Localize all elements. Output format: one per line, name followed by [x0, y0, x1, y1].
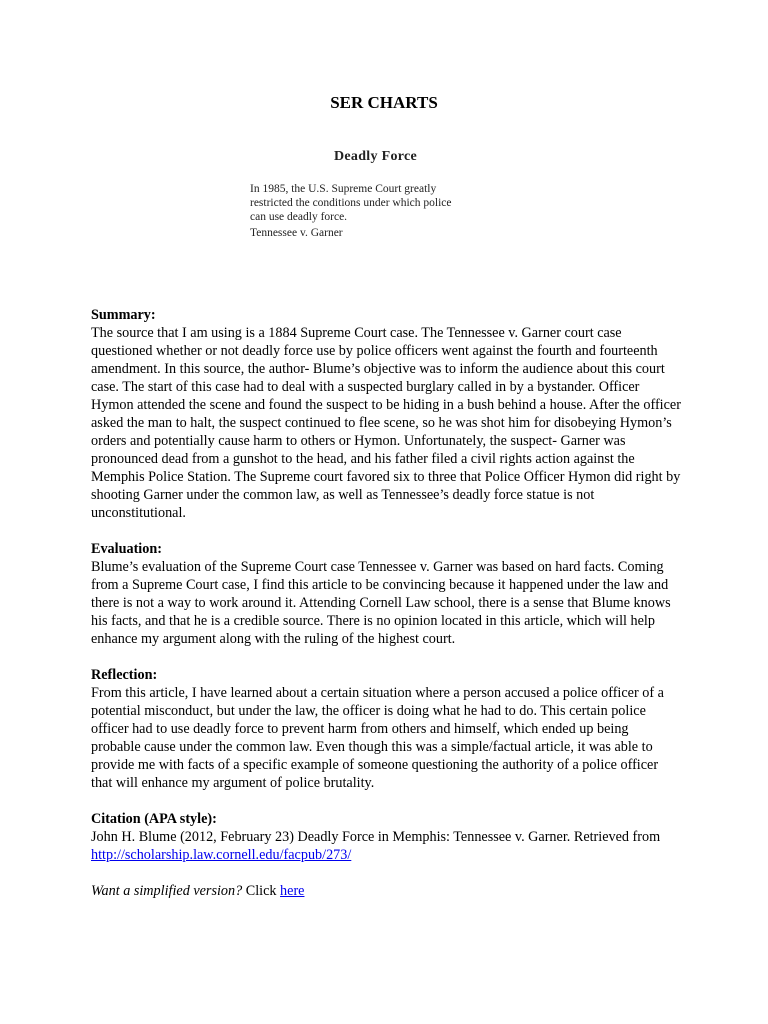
- page-title: SER CHARTS: [330, 93, 438, 112]
- image-heading: Deadly Force: [334, 149, 418, 164]
- document-body: [91, 306, 681, 900]
- summary-heading: Summary:: [91, 307, 156, 323]
- image-line: In 1985, the U.S. Supreme Court greatly: [250, 183, 437, 195]
- citation-heading: Citation (APA style):: [91, 811, 217, 827]
- image-line: can use deadly force.: [250, 211, 348, 223]
- deadly-force-image: [246, 146, 526, 246]
- citation-paragraph: [91, 828, 681, 864]
- image-line: restricted the conditions under which police: [250, 197, 452, 209]
- citation-link[interactable]: http://scholarship.law.cornell.edu/facpub/273/: [91, 847, 352, 863]
- evaluation-heading: Evaluation:: [91, 541, 162, 557]
- reflection-text: From this article, I have learned about a certain situation where a person accused a police officer of a potential misconduct, but under the law, the officer is doing what he had to do. This certain police officer had to use deadly force to prevent harm from others and himself, which ended up being probable cause under the common law. Even though this was a simple/factual article, it was able to provide me with facts of a specific example of someone questioning the authority of a police officer that will enhance my argument of police brutality.: [91, 685, 664, 791]
- evaluation-text: Blume’s evaluation of the Supreme Court case Tennessee v. Garner was based on hard facts. Coming from a Supreme Court case, I find this article to be convincing because it happened under the law and there is not a way to work around it. Attending Cornell Law school, there is a sense that Blume knows his facts, and that he is a credible source. There is no opinion located in this article, which will help enhance my argument along with the ruling of the highest court.: [91, 559, 671, 647]
- simplified-question: Want a simplified version?: [91, 883, 243, 899]
- click-text: Click: [242, 883, 281, 899]
- simplified-version-line: [91, 882, 681, 900]
- citation-text: John H. Blume (2012, February 23) Deadly Force in Memphis: Tennessee v. Garner. Retrieved from: [91, 829, 661, 845]
- summary-text: The source that I am using is a 1884 Supreme Court case. The Tennessee v. Garner court case questioned whether or not deadly force use by police officers went against the fourth and fourteenth amendment. In this source, the author- Blume’s objective was to inform the audience about this court case. The start of this case had to deal with a suspected burglary called in by a bystander. Officer Hymon attended the scene and found the suspect to be hiding in a bush behind a house. After the officer asked the man to halt, the suspect continued to flee scene, so he was shot him for disobeying Hymon’s orders and potentially cause harm to others or Hymon. Unfortunately, the suspect- Garner was pronounced dead from a gunshot to the head, and his father filed a civil rights action against the Memphis Police Station. The Supreme court favored six to three that Police Officer Hymon did right by shooting Garner under the common law, as well as Tennessee’s deadly force statue is not unconstitutional.: [91, 325, 681, 521]
- image-line: Tennessee v. Garner: [250, 227, 343, 239]
- reflection-heading: Reflection:: [91, 667, 158, 683]
- here-link[interactable]: here: [280, 883, 305, 899]
